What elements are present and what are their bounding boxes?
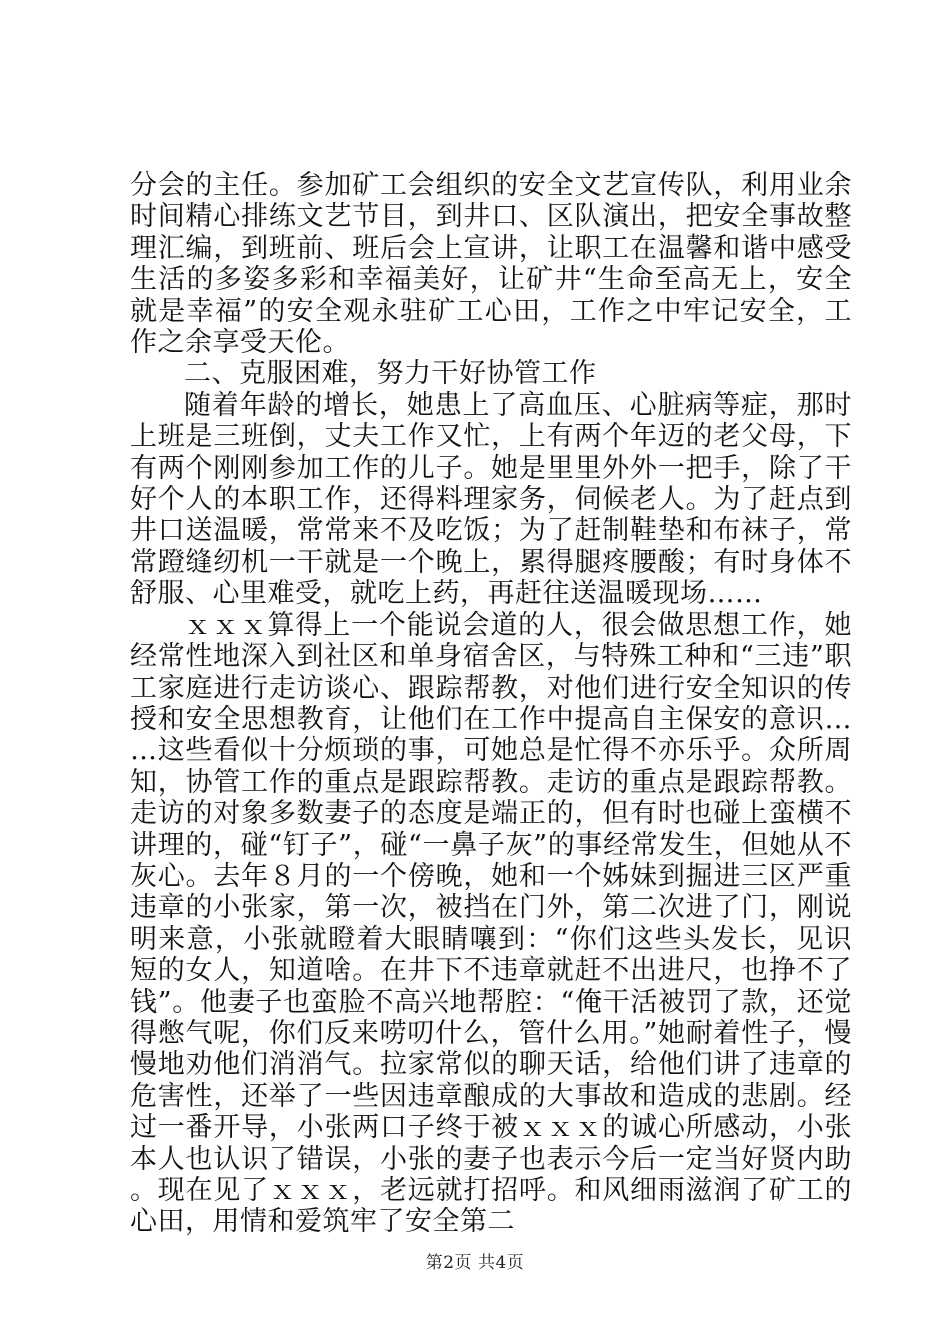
document-body xyxy=(130,170,852,1238)
page-number-footer: 第2页 共4页 xyxy=(425,1253,525,1273)
paragraph-continuation: 分会的主任。参加矿工会组织的安全文艺宣传队，利用业余时间精心排练文艺节目，到井口、区队演出，把安全事故整理汇编，到班前、班后会上宣讲，让职工在温馨和谐中感受生活的多姿多彩和幸福美好，让矿井“生命至高无上，安全就是幸福”的安全观永驻矿工心田，工作之中牢记安全，工作之余享受天伦。 xyxy=(130,170,852,359)
section-heading: 二、克服困难，努力干好协管工作 xyxy=(184,358,597,390)
paragraph-body-1: 随着年龄的增长，她患上了高血压、心脏病等症，那时上班是三班倒，丈夫工作又忙，上有两个年迈的老父母，下有两个刚刚参加工作的儿子。她是里里外外一把手，除了干好个人的本职工作，还得料理家务，伺候老人。为了赶点到井口送温暖，常常来不及吃饭；为了赶制鞋垫和布袜子，常常蹬缝纫机一干就是一个晚上，累得腿疼腰酸；有时身体不舒服、心里难受，就吃上药，再赶往送温暖现场…… xyxy=(130,389,852,610)
paragraph-body-2: ｘｘｘ算得上一个能说会道的人，很会做思想工作，她经常性地深入到社区和单身宿舍区，与特殊工种和“三违”职工家庭进行走访谈心、跟踪帮教，对他们进行安全知识的传授和安全思想教育，让他们在工作中提高自主保安的意识……这些看似十分烦琐的事，可她总是忙得不亦乐乎。众所周知，协管工作的重点是跟踪帮教。走访的重点是跟踪帮教。走访的对象多数妻子的态度是端正的，但有时也碰上蛮横不讲理的，碰“钉子”，碰“一鼻子灰”的事经常发生，但她从不灰心。去年８月的一个傍晚，她和一个姊妹到掘进三区严重违章的小张家，第一次，被挡在门外，第二次进了门，刚说明来意，小张就瞪着大眼睛嚷到：“你们这些头发长，见识短的女人，知道啥。在井下不违章就赶不出进尺，也挣不了钱”。他妻子也蛮脸不高兴地帮腔：“俺干活被罚了款，还觉得憋气呢，你们反来唠叨什么，管什么用。”她耐着性子，慢慢地劝他们消消气。拉家常似的聊天话，给他们讲了违章的危害性，还举了一些因违章酿成的大事故和造成的悲剧。经过一番开导，小张两口子终于被ｘｘｘ的诚心所感动，小张本人也认识了错误，小张的妻子也表示今后一定当好贤内助。现在见了ｘｘｘ，老远就打招呼。和风细雨滋润了矿工的心田，用情和爱筑牢了安全第二 xyxy=(130,609,852,1238)
